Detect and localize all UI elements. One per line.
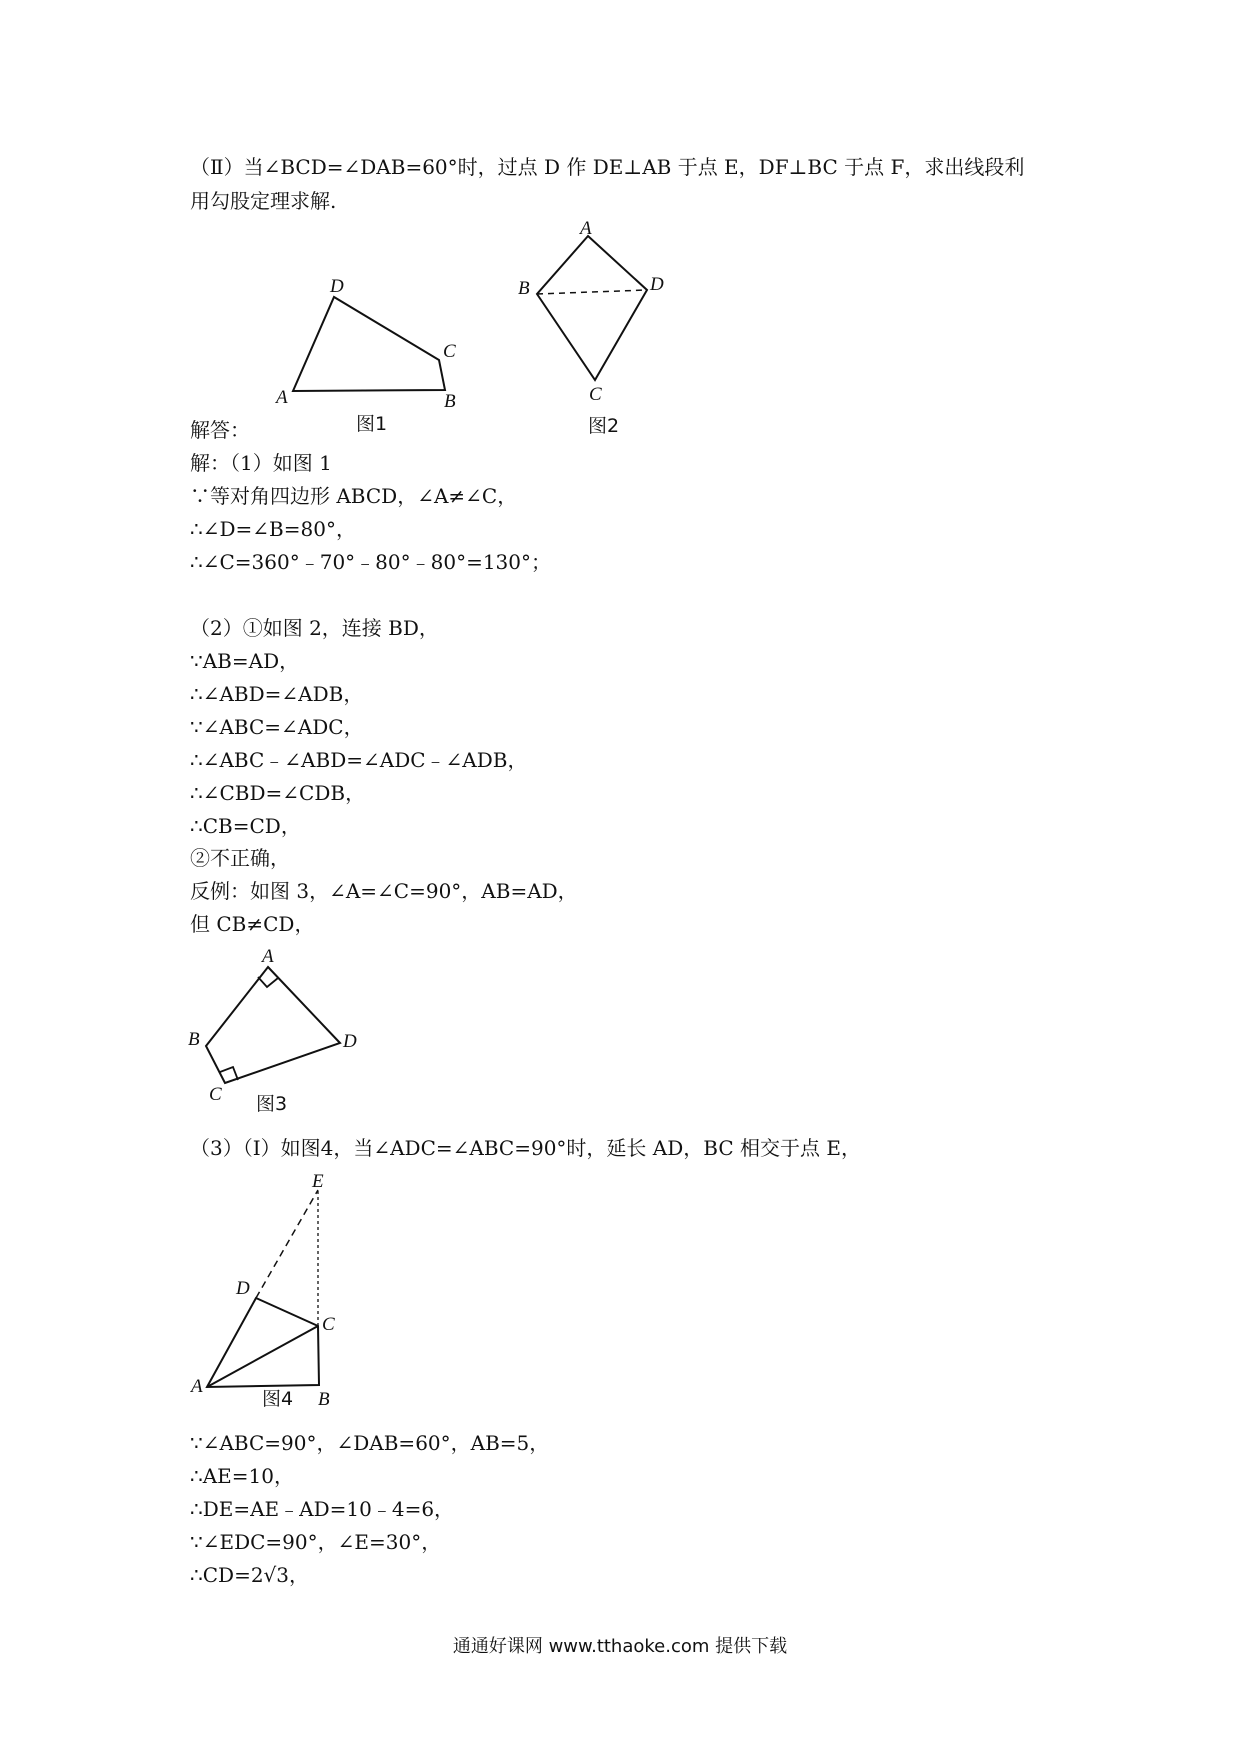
figure-2-label-a: A <box>580 218 592 239</box>
page-footer: 通通好课网 www.tthaoke.com 提供下载 <box>452 1636 788 1657</box>
text-line-9: ∵AB=AD， <box>190 649 300 673</box>
text-line-17: 但 CB≠CD， <box>190 912 315 936</box>
text-line-6: ∴∠D=∠B=80°， <box>190 517 356 541</box>
figure-4-quadrilateral <box>207 1298 319 1387</box>
text-line-22: ∵∠EDC=90°，∠E=30°， <box>190 1530 442 1554</box>
text-line-19: ∵∠ABC=90°，∠DAB=60°，AB=5， <box>190 1431 550 1455</box>
text-line-10: ∴∠ABD=∠ADB， <box>190 682 364 706</box>
figure-3-label-c: C <box>209 1084 222 1105</box>
figure-3-label-d: D <box>343 1031 357 1052</box>
text-line-18: （3）（Ⅰ）如图4，当∠ADC=∠ABC=90°时，延长 AD，BC 相交于点 E， <box>190 1136 861 1160</box>
figure-1-label-d: D <box>330 276 344 297</box>
text-line-23: ∴CD=2√3， <box>190 1563 310 1587</box>
text-line-21: ∴DE=AE﹣AD=10﹣4=6， <box>190 1497 455 1521</box>
figure-1-caption: 图1 <box>356 413 388 435</box>
figure-2-caption: 图2 <box>588 415 620 437</box>
text-line-8: （2）①如图 2，连接 BD， <box>190 616 439 640</box>
figure-4-dashed-de <box>256 1190 318 1298</box>
figure-2-label-b: B <box>518 278 530 299</box>
figure-4-label-d: D <box>236 1278 250 1299</box>
figure-1-label-c: C <box>443 341 456 362</box>
figure-3-label-a: A <box>262 946 274 967</box>
figure-3-label-b: B <box>188 1029 200 1050</box>
figure-2-label-d: D <box>650 274 664 295</box>
text-line-20: ∴AE=10， <box>190 1464 294 1488</box>
figure-4-label-c: C <box>322 1314 335 1335</box>
figure-4-caption: 图4 <box>262 1388 294 1410</box>
text-line-3: 解答： <box>190 418 250 442</box>
figure-4-label-a: A <box>191 1376 203 1397</box>
text-line-16: 反例：如图 3，∠A=∠C=90°，AB=AD， <box>190 879 578 903</box>
text-line-2: 用勾股定理求解. <box>190 189 337 213</box>
text-line-1: （Ⅱ）当∠BCD=∠DAB=60°时，过点 D 作 DE⊥AB 于点 E，DF⊥BC 于点 F，求出线段利 <box>190 155 1025 179</box>
text-line-15: ②不正确， <box>190 846 290 870</box>
text-line-5: ∵等对角四边形 ABCD，∠A≠∠C， <box>190 484 518 508</box>
figure-2-label-c: C <box>589 384 602 405</box>
text-line-13: ∴∠CBD=∠CDB， <box>190 781 366 805</box>
figure-4-label-b: B <box>318 1389 330 1410</box>
figure-4-label-e: E <box>312 1171 324 1192</box>
figure-1-label-a: A <box>276 387 288 408</box>
text-line-12: ∴∠ABC﹣∠ABD=∠ADC﹣∠ADB， <box>190 748 528 772</box>
text-line-14: ∴CB=CD， <box>190 814 301 838</box>
figure-1-label-b: B <box>444 391 456 412</box>
text-line-4: 解：（1）如图 1 <box>190 451 332 475</box>
text-line-11: ∵∠ABC=∠ADC， <box>190 715 364 739</box>
text-line-7: ∴∠C=360°﹣70°﹣80°﹣80°=130°； <box>190 550 551 574</box>
figure-3-caption: 图3 <box>256 1093 288 1115</box>
